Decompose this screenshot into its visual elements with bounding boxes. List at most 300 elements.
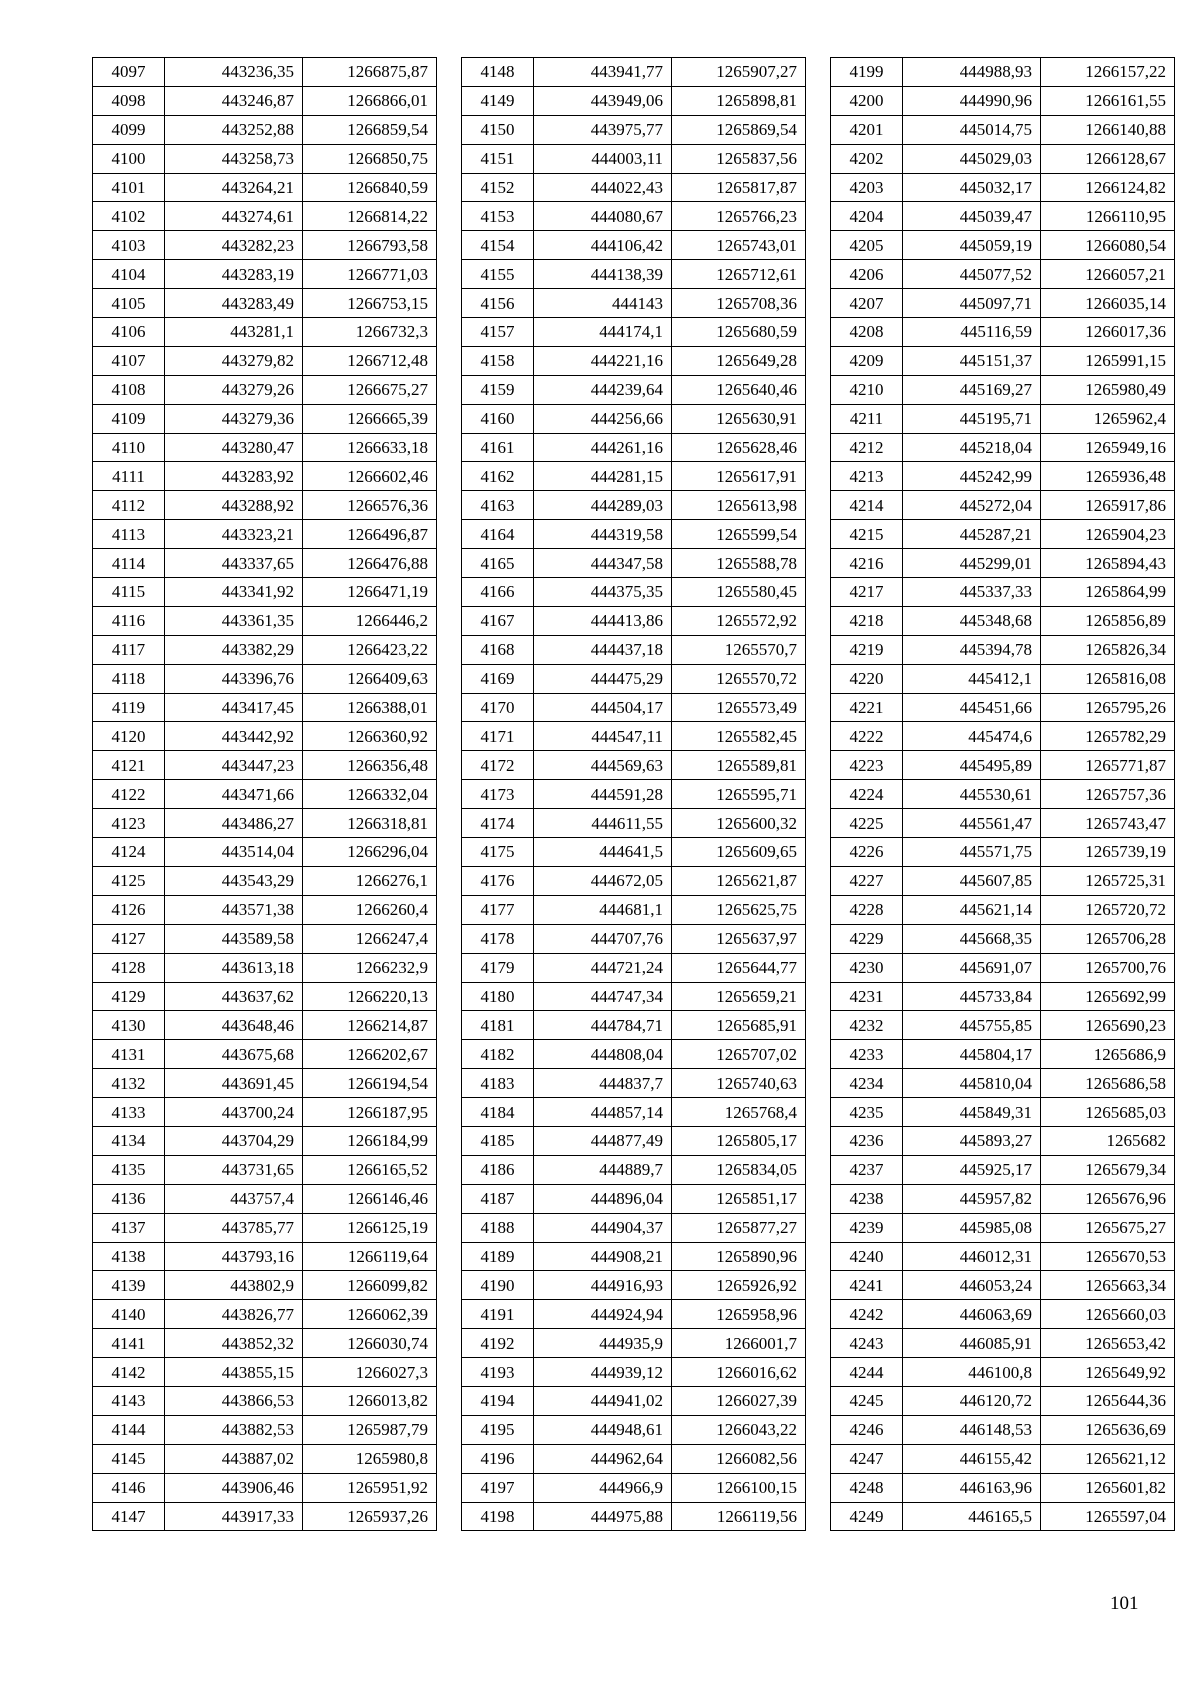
point-number: 4204 [831, 202, 903, 231]
y-coordinate: 1265625,75 [672, 895, 806, 924]
point-number: 4245 [831, 1386, 903, 1415]
table-row [93, 1040, 437, 1069]
table-row [93, 1098, 437, 1127]
y-coordinate: 1265740,63 [672, 1069, 806, 1098]
y-coordinate: 1265676,96 [1041, 1184, 1175, 1213]
y-coordinate: 1265609,65 [672, 838, 806, 867]
table-row [462, 1242, 806, 1271]
point-number: 4132 [93, 1069, 165, 1098]
point-number: 4142 [93, 1358, 165, 1387]
x-coordinate: 443731,65 [165, 1155, 303, 1184]
y-coordinate: 1266184,99 [303, 1126, 437, 1155]
point-number: 4227 [831, 866, 903, 895]
table-row [831, 1213, 1175, 1242]
x-coordinate: 445272,04 [903, 491, 1041, 520]
table-row [462, 722, 806, 751]
y-coordinate: 1266296,04 [303, 838, 437, 867]
x-coordinate: 444174,1 [534, 318, 672, 347]
table-row [93, 1444, 437, 1473]
table-row [93, 549, 437, 578]
table-row [93, 1415, 437, 1444]
y-coordinate: 1265816,08 [1041, 664, 1175, 693]
table-row [93, 1386, 437, 1415]
point-number: 4193 [462, 1358, 534, 1387]
point-number: 4221 [831, 693, 903, 722]
x-coordinate: 443281,1 [165, 318, 303, 347]
y-coordinate: 1265630,91 [672, 404, 806, 433]
point-number: 4137 [93, 1213, 165, 1242]
x-coordinate: 444143 [534, 289, 672, 318]
point-number: 4230 [831, 953, 903, 982]
point-number: 4110 [93, 433, 165, 462]
y-coordinate: 1266712,48 [303, 346, 437, 375]
point-number: 4165 [462, 549, 534, 578]
x-coordinate: 444988,93 [903, 58, 1041, 87]
x-coordinate: 445755,85 [903, 1011, 1041, 1040]
table-row [831, 1069, 1175, 1098]
y-coordinate: 1265907,27 [672, 58, 806, 87]
table-row [93, 635, 437, 664]
x-coordinate: 443236,35 [165, 58, 303, 87]
table-row [831, 809, 1175, 838]
x-coordinate: 443675,68 [165, 1040, 303, 1069]
y-coordinate: 1266471,19 [303, 578, 437, 607]
x-coordinate: 445337,33 [903, 578, 1041, 607]
point-number: 4223 [831, 751, 903, 780]
point-number: 4171 [462, 722, 534, 751]
y-coordinate: 1266202,67 [303, 1040, 437, 1069]
x-coordinate: 445571,75 [903, 838, 1041, 867]
table-row [462, 1473, 806, 1502]
y-coordinate: 1265692,99 [1041, 982, 1175, 1011]
table-row [462, 809, 806, 838]
point-number: 4189 [462, 1242, 534, 1271]
table-row [831, 953, 1175, 982]
x-coordinate: 443802,9 [165, 1271, 303, 1300]
table-row [93, 1300, 437, 1329]
table-row [462, 144, 806, 173]
x-coordinate: 444569,63 [534, 751, 672, 780]
x-coordinate: 445195,71 [903, 404, 1041, 433]
table-row [93, 462, 437, 491]
point-number: 4191 [462, 1300, 534, 1329]
point-number: 4162 [462, 462, 534, 491]
point-number: 4210 [831, 375, 903, 404]
point-number: 4166 [462, 578, 534, 607]
y-coordinate: 1265570,72 [672, 664, 806, 693]
table-row [831, 1502, 1175, 1531]
y-coordinate: 1266356,48 [303, 751, 437, 780]
x-coordinate: 444948,61 [534, 1415, 672, 1444]
point-number: 4248 [831, 1473, 903, 1502]
point-number: 4168 [462, 635, 534, 664]
table-row [831, 520, 1175, 549]
y-coordinate: 1266360,92 [303, 722, 437, 751]
y-coordinate: 1266187,95 [303, 1098, 437, 1127]
x-coordinate: 444504,17 [534, 693, 672, 722]
x-coordinate: 443279,36 [165, 404, 303, 433]
x-coordinate: 445451,66 [903, 693, 1041, 722]
x-coordinate: 445169,27 [903, 375, 1041, 404]
table-row [93, 982, 437, 1011]
page-number: 101 [1110, 1593, 1139, 1614]
y-coordinate: 1266423,22 [303, 635, 437, 664]
table-row [93, 115, 437, 144]
x-coordinate: 444941,02 [534, 1386, 672, 1415]
y-coordinate: 1266099,82 [303, 1271, 437, 1300]
y-coordinate: 1266675,27 [303, 375, 437, 404]
table-row [93, 260, 437, 289]
point-number: 4201 [831, 115, 903, 144]
point-number: 4216 [831, 549, 903, 578]
x-coordinate: 443252,88 [165, 115, 303, 144]
point-number: 4209 [831, 346, 903, 375]
table-row [93, 1184, 437, 1213]
point-number: 4111 [93, 462, 165, 491]
x-coordinate: 444672,05 [534, 866, 672, 895]
y-coordinate: 1265580,45 [672, 578, 806, 607]
x-coordinate: 443855,15 [165, 1358, 303, 1387]
x-coordinate: 444904,37 [534, 1213, 672, 1242]
table-row [831, 404, 1175, 433]
y-coordinate: 1265582,45 [672, 722, 806, 751]
table-row [462, 462, 806, 491]
x-coordinate: 443283,19 [165, 260, 303, 289]
x-coordinate: 445151,37 [903, 346, 1041, 375]
table-row [462, 606, 806, 635]
point-number: 4135 [93, 1155, 165, 1184]
y-coordinate: 1265686,9 [1041, 1040, 1175, 1069]
point-number: 4246 [831, 1415, 903, 1444]
point-number: 4117 [93, 635, 165, 664]
table-row [831, 1300, 1175, 1329]
table-row [831, 1473, 1175, 1502]
point-number: 4105 [93, 289, 165, 318]
point-number: 4233 [831, 1040, 903, 1069]
y-coordinate: 1266771,03 [303, 260, 437, 289]
y-coordinate: 1265743,01 [672, 231, 806, 260]
point-number: 4121 [93, 751, 165, 780]
table-row [93, 780, 437, 809]
point-number: 4179 [462, 953, 534, 982]
point-number: 4098 [93, 86, 165, 115]
y-coordinate: 1265725,31 [1041, 866, 1175, 895]
table-row [93, 289, 437, 318]
x-coordinate: 444641,5 [534, 838, 672, 867]
point-number: 4198 [462, 1502, 534, 1531]
y-coordinate: 1266388,01 [303, 693, 437, 722]
table-row [462, 953, 806, 982]
y-coordinate: 1266232,9 [303, 953, 437, 982]
table-row [462, 58, 806, 87]
y-coordinate: 1265712,61 [672, 260, 806, 289]
y-coordinate: 1265599,54 [672, 520, 806, 549]
table-row [831, 664, 1175, 693]
table-row [462, 751, 806, 780]
x-coordinate: 443793,16 [165, 1242, 303, 1271]
point-number: 4235 [831, 1098, 903, 1127]
y-coordinate: 1265628,46 [672, 433, 806, 462]
point-number: 4247 [831, 1444, 903, 1473]
table-row [93, 1242, 437, 1271]
y-coordinate: 1265743,47 [1041, 809, 1175, 838]
x-coordinate: 444896,04 [534, 1184, 672, 1213]
table-row [462, 433, 806, 462]
point-number: 4100 [93, 144, 165, 173]
x-coordinate: 444413,86 [534, 606, 672, 635]
y-coordinate: 1265588,78 [672, 549, 806, 578]
y-coordinate: 1266013,82 [303, 1386, 437, 1415]
x-coordinate: 446085,91 [903, 1329, 1041, 1358]
y-coordinate: 1265653,42 [1041, 1329, 1175, 1358]
table-row [831, 838, 1175, 867]
x-coordinate: 443882,53 [165, 1415, 303, 1444]
table-row [462, 404, 806, 433]
y-coordinate: 1266082,56 [672, 1444, 806, 1473]
table-row [831, 58, 1175, 87]
table-row [93, 520, 437, 549]
table-row [93, 202, 437, 231]
point-number: 4115 [93, 578, 165, 607]
table-row [831, 780, 1175, 809]
table-row [93, 231, 437, 260]
y-coordinate: 1266665,39 [303, 404, 437, 433]
point-number: 4102 [93, 202, 165, 231]
point-number: 4217 [831, 578, 903, 607]
point-number: 4180 [462, 982, 534, 1011]
point-number: 4244 [831, 1358, 903, 1387]
point-number: 4128 [93, 953, 165, 982]
y-coordinate: 1266875,87 [303, 58, 437, 87]
x-coordinate: 443279,82 [165, 346, 303, 375]
y-coordinate: 1266576,36 [303, 491, 437, 520]
x-coordinate: 444239,64 [534, 375, 672, 404]
x-coordinate: 445957,82 [903, 1184, 1041, 1213]
table-row [462, 346, 806, 375]
table-row [831, 895, 1175, 924]
y-coordinate: 1266793,58 [303, 231, 437, 260]
point-number: 4161 [462, 433, 534, 462]
point-number: 4151 [462, 144, 534, 173]
point-number: 4177 [462, 895, 534, 924]
point-number: 4154 [462, 231, 534, 260]
point-number: 4126 [93, 895, 165, 924]
table-row [93, 866, 437, 895]
point-number: 4206 [831, 260, 903, 289]
point-number: 4194 [462, 1386, 534, 1415]
y-coordinate: 1265805,17 [672, 1126, 806, 1155]
table-row [462, 1415, 806, 1444]
table-row [462, 289, 806, 318]
y-coordinate: 1266157,22 [1041, 58, 1175, 87]
y-coordinate: 1266753,15 [303, 289, 437, 318]
table-row [462, 838, 806, 867]
point-number: 4139 [93, 1271, 165, 1300]
x-coordinate: 443274,61 [165, 202, 303, 231]
x-coordinate: 443691,45 [165, 1069, 303, 1098]
point-number: 4144 [93, 1415, 165, 1444]
x-coordinate: 444437,18 [534, 635, 672, 664]
y-coordinate: 1266214,87 [303, 1011, 437, 1040]
table-row [831, 1011, 1175, 1040]
y-coordinate: 1265660,03 [1041, 1300, 1175, 1329]
point-number: 4170 [462, 693, 534, 722]
point-number: 4238 [831, 1184, 903, 1213]
table-row [831, 982, 1175, 1011]
table-row [462, 1155, 806, 1184]
table-row [93, 318, 437, 347]
coordinate-table-2 [461, 57, 806, 1531]
y-coordinate: 1265589,81 [672, 751, 806, 780]
table-row [831, 462, 1175, 491]
x-coordinate: 445849,31 [903, 1098, 1041, 1127]
y-coordinate: 1266194,54 [303, 1069, 437, 1098]
point-number: 4113 [93, 520, 165, 549]
y-coordinate: 1266119,56 [672, 1502, 806, 1531]
point-number: 4108 [93, 375, 165, 404]
table-row [462, 318, 806, 347]
x-coordinate: 444681,1 [534, 895, 672, 924]
point-number: 4097 [93, 58, 165, 87]
y-coordinate: 1265958,96 [672, 1300, 806, 1329]
x-coordinate: 444962,64 [534, 1444, 672, 1473]
y-coordinate: 1265949,16 [1041, 433, 1175, 462]
y-coordinate: 1266496,87 [303, 520, 437, 549]
point-number: 4243 [831, 1329, 903, 1358]
point-number: 4123 [93, 809, 165, 838]
x-coordinate: 446163,96 [903, 1473, 1041, 1502]
y-coordinate: 1265980,8 [303, 1444, 437, 1473]
y-coordinate: 1266276,1 [303, 866, 437, 895]
point-number: 4186 [462, 1155, 534, 1184]
point-number: 4133 [93, 1098, 165, 1127]
y-coordinate: 1266247,4 [303, 924, 437, 953]
y-coordinate: 1265917,86 [1041, 491, 1175, 520]
point-number: 4140 [93, 1300, 165, 1329]
point-number: 4156 [462, 289, 534, 318]
table-row [831, 433, 1175, 462]
table-row [462, 86, 806, 115]
table-row [462, 1358, 806, 1387]
y-coordinate: 1266840,59 [303, 173, 437, 202]
x-coordinate: 444721,24 [534, 953, 672, 982]
x-coordinate: 445242,99 [903, 462, 1041, 491]
y-coordinate: 1266017,36 [1041, 318, 1175, 347]
table-row [462, 115, 806, 144]
table-row [462, 1502, 806, 1531]
y-coordinate: 1265937,26 [303, 1502, 437, 1531]
table-row [831, 722, 1175, 751]
table-row [93, 1213, 437, 1242]
table-row [831, 1184, 1175, 1213]
point-number: 4232 [831, 1011, 903, 1040]
y-coordinate: 1265685,03 [1041, 1098, 1175, 1127]
y-coordinate: 1265771,87 [1041, 751, 1175, 780]
x-coordinate: 445668,35 [903, 924, 1041, 953]
point-number: 4192 [462, 1329, 534, 1358]
y-coordinate: 1265864,99 [1041, 578, 1175, 607]
y-coordinate: 1265987,79 [303, 1415, 437, 1444]
y-coordinate: 1265851,17 [672, 1184, 806, 1213]
x-coordinate: 445691,07 [903, 953, 1041, 982]
y-coordinate: 1265869,54 [672, 115, 806, 144]
x-coordinate: 445893,27 [903, 1126, 1041, 1155]
x-coordinate: 443975,77 [534, 115, 672, 144]
table-row [831, 202, 1175, 231]
y-coordinate: 1266814,22 [303, 202, 437, 231]
y-coordinate: 1265782,29 [1041, 722, 1175, 751]
y-coordinate: 1266850,75 [303, 144, 437, 173]
point-number: 4120 [93, 722, 165, 751]
x-coordinate: 445029,03 [903, 144, 1041, 173]
table-row [831, 144, 1175, 173]
point-number: 4164 [462, 520, 534, 549]
x-coordinate: 444022,43 [534, 173, 672, 202]
x-coordinate: 445810,04 [903, 1069, 1041, 1098]
table-row [462, 1300, 806, 1329]
y-coordinate: 1265706,28 [1041, 924, 1175, 953]
x-coordinate: 443264,21 [165, 173, 303, 202]
point-number: 4242 [831, 1300, 903, 1329]
x-coordinate: 444611,55 [534, 809, 672, 838]
table-row [93, 346, 437, 375]
table-row [93, 693, 437, 722]
table-row [93, 1069, 437, 1098]
point-number: 4125 [93, 866, 165, 895]
table-row [831, 173, 1175, 202]
point-number: 4101 [93, 173, 165, 202]
point-number: 4149 [462, 86, 534, 115]
y-coordinate: 1265980,49 [1041, 375, 1175, 404]
table-row [93, 664, 437, 693]
point-number: 4249 [831, 1502, 903, 1531]
point-number: 4130 [93, 1011, 165, 1040]
point-number: 4237 [831, 1155, 903, 1184]
point-number: 4129 [93, 982, 165, 1011]
table-row [462, 924, 806, 953]
table-row [831, 1444, 1175, 1473]
y-coordinate: 1265795,26 [1041, 693, 1175, 722]
y-coordinate: 1265675,27 [1041, 1213, 1175, 1242]
table-row [93, 1329, 437, 1358]
table-row [462, 202, 806, 231]
y-coordinate: 1266057,21 [1041, 260, 1175, 289]
x-coordinate: 443941,77 [534, 58, 672, 87]
y-coordinate: 1265621,12 [1041, 1444, 1175, 1473]
y-coordinate: 1265597,04 [1041, 1502, 1175, 1531]
point-number: 4239 [831, 1213, 903, 1242]
point-number: 4114 [93, 549, 165, 578]
table-row [462, 1126, 806, 1155]
point-number: 4200 [831, 86, 903, 115]
x-coordinate: 443323,21 [165, 520, 303, 549]
table-row [831, 924, 1175, 953]
y-coordinate: 1265962,4 [1041, 404, 1175, 433]
x-coordinate: 445077,52 [903, 260, 1041, 289]
point-number: 4184 [462, 1098, 534, 1127]
x-coordinate: 444319,58 [534, 520, 672, 549]
table-row [93, 809, 437, 838]
x-coordinate: 445412,1 [903, 664, 1041, 693]
point-number: 4225 [831, 809, 903, 838]
x-coordinate: 443447,23 [165, 751, 303, 780]
point-number: 4136 [93, 1184, 165, 1213]
x-coordinate: 443283,92 [165, 462, 303, 491]
point-number: 4175 [462, 838, 534, 867]
x-coordinate: 444935,9 [534, 1329, 672, 1358]
x-coordinate: 445348,68 [903, 606, 1041, 635]
x-coordinate: 444924,94 [534, 1300, 672, 1329]
